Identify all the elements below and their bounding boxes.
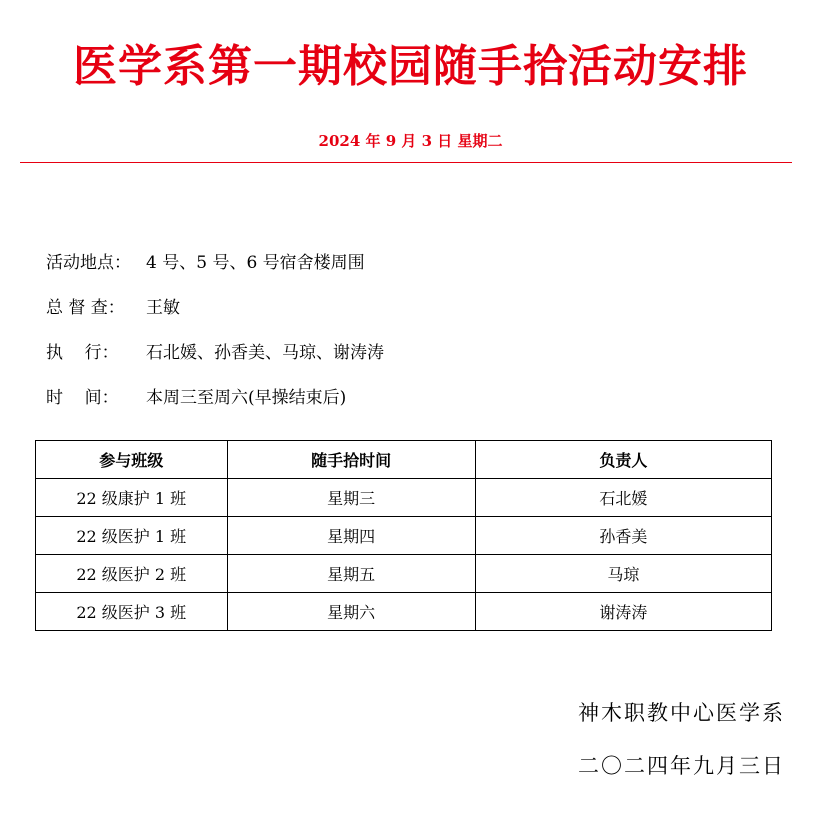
header-divider bbox=[20, 162, 792, 163]
info-row-supervisor bbox=[46, 295, 384, 340]
info-label: 总 督 查： bbox=[46, 298, 125, 318]
table-row bbox=[36, 593, 772, 631]
signature-organization: 神木职教中心医学系 bbox=[578, 701, 785, 725]
signature-date: 二〇二四年九月三日 bbox=[578, 754, 785, 778]
cell-time: 星期六 bbox=[227, 593, 475, 631]
cell-class: 22 级康护 1 班 bbox=[36, 479, 228, 517]
cell-time: 星期五 bbox=[227, 555, 475, 593]
info-row-time bbox=[46, 385, 384, 430]
info-value: 本周三至周六(早操结束后) bbox=[146, 388, 347, 408]
column-header-person: 负责人 bbox=[475, 441, 771, 479]
cell-person: 孙香美 bbox=[475, 517, 771, 555]
cell-time: 星期三 bbox=[227, 479, 475, 517]
table-header-row bbox=[36, 441, 772, 479]
cell-person: 石北媛 bbox=[475, 479, 771, 517]
info-value: 王敏 bbox=[146, 298, 180, 318]
column-header-class: 参与班级 bbox=[36, 441, 228, 479]
info-value: 4 号、5 号、6 号宿舍楼周围 bbox=[146, 253, 365, 273]
table-row bbox=[36, 555, 772, 593]
info-label: 执 行： bbox=[46, 343, 119, 363]
table-row bbox=[36, 517, 772, 555]
info-row-executors bbox=[46, 340, 384, 385]
document-date: 2024 年 9 月 3 日 星期二 bbox=[318, 132, 503, 150]
document-title: 医学系第一期校园随手拾活动安排 bbox=[73, 41, 748, 92]
info-row-location bbox=[46, 250, 384, 295]
cell-class: 22 级医护 1 班 bbox=[36, 517, 228, 555]
info-section bbox=[46, 250, 384, 430]
schedule-table bbox=[35, 440, 772, 631]
cell-class: 22 级医护 2 班 bbox=[36, 555, 228, 593]
cell-class: 22 级医护 3 班 bbox=[36, 593, 228, 631]
cell-time: 星期四 bbox=[227, 517, 475, 555]
info-label: 时 间： bbox=[46, 388, 119, 408]
cell-person: 谢涛涛 bbox=[475, 593, 771, 631]
info-label: 活动地点： bbox=[46, 253, 131, 273]
cell-person: 马琼 bbox=[475, 555, 771, 593]
info-value: 石北媛、孙香美、马琼、谢涛涛 bbox=[146, 343, 384, 363]
table-row bbox=[36, 479, 772, 517]
column-header-time: 随手拾时间 bbox=[227, 441, 475, 479]
